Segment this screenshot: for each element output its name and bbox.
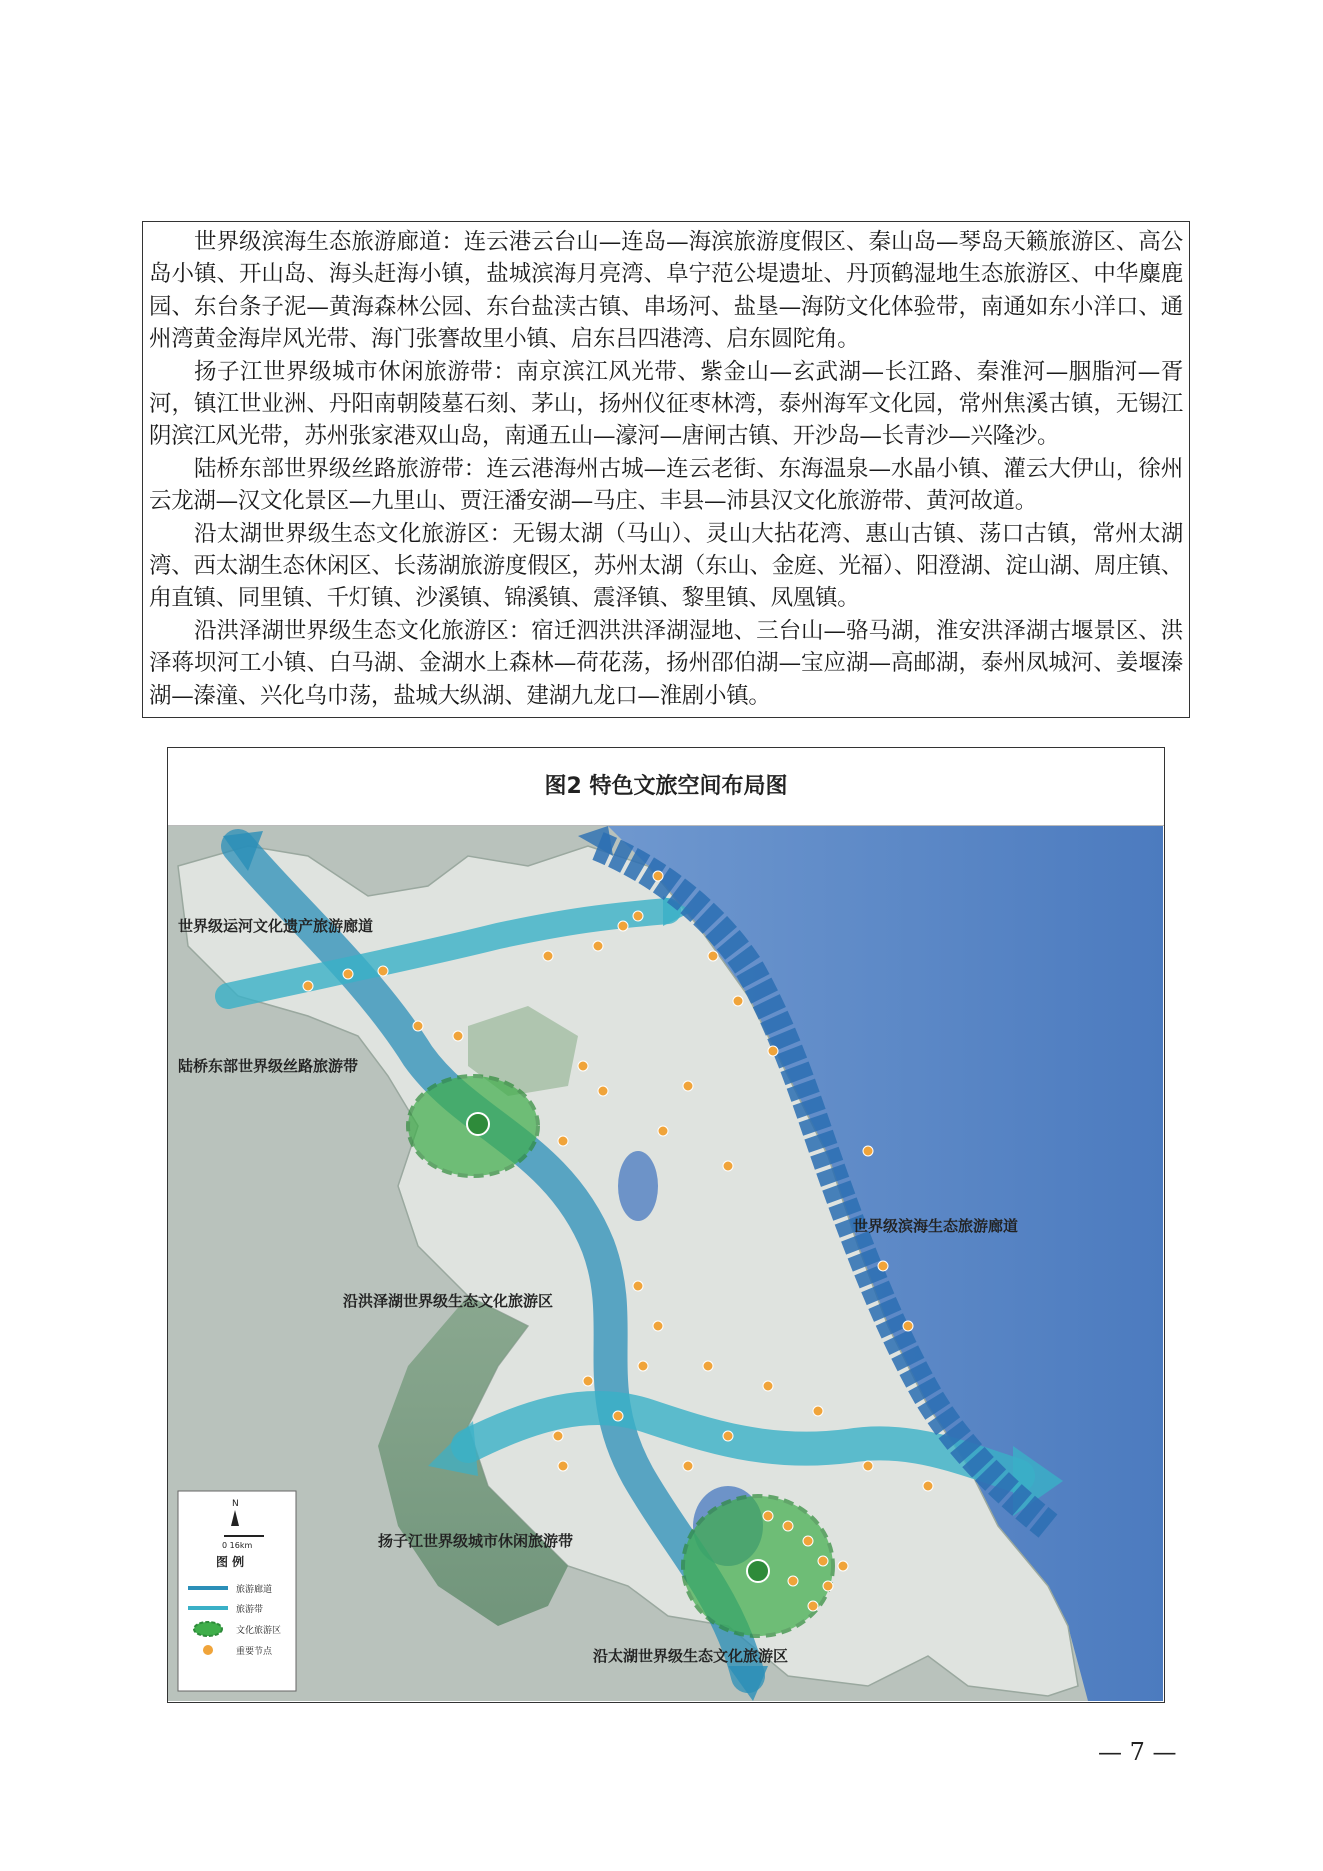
- paragraph-hongze: 沿洪泽湖世界级生态文化旅游区：宿迁泗洪洪泽湖湿地、三台山—骆马湖，淮安洪泽湖古堰景区、洪泽蒋坝河工小镇、白马湖、金湖水上森林—荷花荡，扬州邵伯湖—宝应湖—高邮湖，泰州凤城河、姜堰溱湖—溱潼、兴化乌巾荡，盐城大纵湖、建湖九龙口—淮剧小镇。: [149, 617, 1183, 709]
- node: [783, 1521, 793, 1531]
- node: [618, 921, 628, 931]
- node: [763, 1381, 773, 1391]
- node: [593, 941, 603, 951]
- legend-zone-swatch: [194, 1622, 222, 1636]
- map-canvas: [168, 826, 1163, 1701]
- label-taihu: 沿太湖世界级生态文化旅游区: [593, 1647, 789, 1665]
- label-silk: 陆桥东部世界级丝路旅游带: [178, 1057, 359, 1075]
- node: [553, 1431, 563, 1441]
- node: [683, 1081, 693, 1091]
- node: [863, 1146, 873, 1156]
- map-title: 图2 特色文旅空间布局图: [168, 748, 1164, 826]
- map-figure: [167, 747, 1165, 1703]
- node: [378, 966, 388, 976]
- node: [863, 1461, 873, 1471]
- node: [808, 1601, 818, 1611]
- node: [838, 1561, 848, 1571]
- node: [658, 1126, 668, 1136]
- node: [788, 1576, 798, 1586]
- node: [558, 1136, 568, 1146]
- node: [633, 911, 643, 921]
- node: [633, 1281, 643, 1291]
- node: [638, 1361, 648, 1371]
- taihu-center: [747, 1560, 769, 1582]
- legend-node-swatch: [203, 1645, 213, 1655]
- hongze-center: [467, 1113, 489, 1135]
- legend-title: 图 例: [216, 1555, 245, 1569]
- node: [653, 1321, 663, 1331]
- node: [683, 1461, 693, 1471]
- lake-gaoyou: [618, 1151, 658, 1221]
- text-box: [142, 221, 1190, 718]
- node: [818, 1556, 828, 1566]
- node: [558, 1461, 568, 1471]
- page-number: — 7 —: [1098, 1738, 1177, 1766]
- node: [343, 969, 353, 979]
- node: [413, 1021, 423, 1031]
- node: [763, 1511, 773, 1521]
- paragraph-taihu: 沿太湖世界级生态文化旅游区：无锡太湖（马山）、灵山大拈花湾、惠山古镇、荡口古镇，常州太湖湾、西太湖生态休闲区、长荡湖旅游度假区，苏州太湖（东山、金庭、光福）、阳澄湖、淀山湖、周庄镇、甪直镇、同里镇、千灯镇、沙溪镇、锦溪镇、震泽镇、黎里镇、凤凰镇。: [149, 520, 1183, 612]
- legend-zone: 文化旅游区: [236, 1626, 282, 1636]
- node: [583, 1376, 593, 1386]
- legend-belt: 旅游带: [236, 1605, 264, 1615]
- node: [813, 1406, 823, 1416]
- node: [878, 1261, 888, 1271]
- node: [543, 951, 553, 961]
- legend-scale: 0 16km: [222, 1541, 253, 1550]
- node: [803, 1536, 813, 1546]
- node: [653, 871, 663, 881]
- node: [823, 1581, 833, 1591]
- label-yangtze: 扬子江世界级城市休闲旅游带: [378, 1532, 574, 1550]
- legend-corridor: 旅游廊道: [236, 1585, 273, 1595]
- node: [598, 1086, 608, 1096]
- label-canal: 世界级运河文化遗产旅游廊道: [178, 917, 374, 935]
- legend-north-label: N: [232, 1499, 239, 1509]
- node: [453, 1031, 463, 1041]
- node: [613, 1411, 623, 1421]
- node: [723, 1431, 733, 1441]
- node: [708, 951, 718, 961]
- node: [733, 996, 743, 1006]
- node: [723, 1161, 733, 1171]
- node: [303, 981, 313, 991]
- node: [768, 1046, 778, 1056]
- paragraph-silk: 陆桥东部世界级丝路旅游带：连云港海州古城—连云老街、东海温泉—水晶小镇、灌云大伊山，徐州云龙湖—汉文化景区—九里山、贾汪潘安湖—马庄、丰县—沛县汉文化旅游带、黄河故道。: [149, 455, 1183, 515]
- label-coastal: 世界级滨海生态旅游廊道: [853, 1217, 1019, 1235]
- legend-node: 重要节点: [236, 1647, 273, 1657]
- legend: [178, 1491, 296, 1691]
- node: [903, 1321, 913, 1331]
- paragraph-coastal: 世界级滨海生态旅游廊道：连云港云台山—连岛—海滨旅游度假区、秦山岛—琴岛天籁旅游区、高公岛小镇、开山岛、海头赶海小镇，盐城滨海月亮湾、阜宁范公堤遗址、丹顶鹤湿地生态旅游区、中华麋鹿园、东台条子泥—黄海森林公园、东台盐渎古镇、串场河、盐垦—海防文化体验带，南通如东小洋口、通州湾黄金海岸风光带、海门张謇故里小镇、启东吕四港湾、启东圆陀角。: [149, 229, 1183, 353]
- node: [703, 1361, 713, 1371]
- node: [578, 1061, 588, 1071]
- label-hongze: 沿洪泽湖世界级生态文化旅游区: [343, 1292, 554, 1310]
- paragraph-yangtze: 扬子江世界级城市休闲旅游带：南京滨江风光带、紫金山—玄武湖—长江路、秦淮河—胭脂河—胥河，镇江世业洲、丹阳南朝陵墓石刻、茅山，扬州仪征枣林湾，泰州海军文化园，常州焦溪古镇，无锡江阴滨江风光带，苏州张家港双山岛，南通五山—濠河—唐闸古镇、开沙岛—长青沙—兴隆沙。: [149, 358, 1183, 450]
- node: [923, 1481, 933, 1491]
